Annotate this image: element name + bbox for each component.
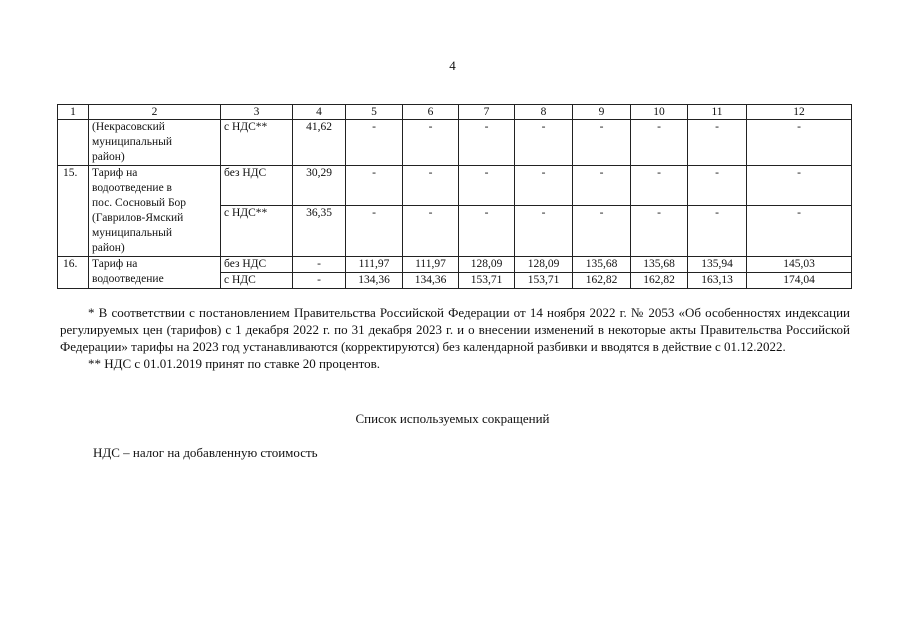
value-cell: 162,82	[631, 273, 688, 289]
column-header: 5	[346, 105, 403, 120]
tariff-table	[57, 104, 852, 289]
value-cell: 135,68	[573, 257, 631, 273]
value-cell: 174,04	[747, 273, 852, 289]
column-header: 3	[221, 105, 293, 120]
value-cell: 128,09	[515, 257, 573, 273]
service-name-cell	[89, 257, 221, 289]
table-row	[58, 166, 852, 206]
service-name-line: район)	[92, 151, 125, 163]
service-name-line: пос. Сосновый Бор	[92, 197, 187, 209]
page-number: 4	[449, 58, 456, 73]
service-name-line: (Гаврилов-Ямский	[92, 212, 184, 224]
value-cell: -	[459, 120, 515, 166]
value-cell: -	[346, 206, 403, 257]
value-cell: -	[688, 120, 747, 166]
abbreviations-title: Список используемых сокращений	[355, 411, 550, 426]
value-cell: -	[346, 120, 403, 166]
value-cell: 153,71	[459, 273, 515, 289]
service-name-line: муниципальный	[92, 136, 173, 148]
row-number-cell: 16.	[58, 257, 89, 289]
value-cell: -	[515, 120, 573, 166]
value-cell: 111,97	[403, 257, 459, 273]
row-number-cell: 15.	[58, 166, 89, 257]
value-cell: -	[403, 120, 459, 166]
service-name-line: водоотведение	[92, 273, 164, 285]
row-number-cell	[58, 120, 89, 166]
table-header-row	[58, 105, 852, 120]
column-header: 2	[89, 105, 221, 120]
vat-cell: с НДС	[221, 273, 293, 289]
vat-cell: с НДС**	[221, 120, 293, 166]
table-row	[58, 257, 852, 273]
footnote-1: * В соответствии с постановлением Правительства Российской Федерации от 14 ноября 2022 г. № 2053 «Об особенностях индексации регулируемых цен (тарифов) с 1 декабря 2022 г. по 31 декабря 2023 г. и о внесении изменений в некоторые акты Правительства Российской Федерации» тарифы на 2023 год устанавливаются (корректируются) без календарной разбивки и вводятся в действие с 01.12.2022.	[60, 305, 850, 354]
column-header: 1	[58, 105, 89, 120]
column-header: 7	[459, 105, 515, 120]
value-cell: 30,29	[293, 166, 346, 206]
vat-cell: без НДС	[221, 257, 293, 273]
service-name-line: Тариф на	[92, 167, 138, 179]
vat-cell: с НДС**	[221, 206, 293, 257]
value-cell: 162,82	[573, 273, 631, 289]
value-cell: -	[293, 257, 346, 273]
value-cell: -	[573, 120, 631, 166]
abbreviation-item: НДС – налог на добавленную стоимость	[93, 445, 318, 460]
footnotes	[60, 304, 850, 372]
column-header: 4	[293, 105, 346, 120]
value-cell: -	[573, 206, 631, 257]
value-cell: -	[403, 206, 459, 257]
value-cell: 111,97	[346, 257, 403, 273]
service-name-line: Тариф на	[92, 258, 138, 270]
column-header: 11	[688, 105, 747, 120]
value-cell: -	[747, 120, 852, 166]
column-header: 9	[573, 105, 631, 120]
value-cell: -	[688, 166, 747, 206]
value-cell: -	[515, 206, 573, 257]
value-cell: 41,62	[293, 120, 346, 166]
value-cell: 153,71	[515, 273, 573, 289]
service-name-line: район)	[92, 242, 125, 254]
value-cell: -	[403, 166, 459, 206]
value-cell: -	[515, 166, 573, 206]
service-name-cell	[89, 120, 221, 166]
value-cell: -	[346, 166, 403, 206]
column-header: 12	[747, 105, 852, 120]
value-cell: -	[631, 166, 688, 206]
service-name-cell	[89, 166, 221, 257]
value-cell: -	[631, 206, 688, 257]
value-cell: -	[688, 206, 747, 257]
value-cell: 135,68	[631, 257, 688, 273]
value-cell: -	[747, 166, 852, 206]
value-cell: 36,35	[293, 206, 346, 257]
value-cell: 134,36	[403, 273, 459, 289]
value-cell: -	[459, 206, 515, 257]
value-cell: -	[747, 206, 852, 257]
column-header: 10	[631, 105, 688, 120]
value-cell: 128,09	[459, 257, 515, 273]
column-header: 8	[515, 105, 573, 120]
value-cell: 145,03	[747, 257, 852, 273]
value-cell: 135,94	[688, 257, 747, 273]
column-header: 6	[403, 105, 459, 120]
service-name-line: водоотведение в	[92, 182, 172, 194]
service-name-line: муниципальный	[92, 227, 173, 239]
value-cell: -	[631, 120, 688, 166]
value-cell: -	[459, 166, 515, 206]
service-name-line: (Некрасовский	[92, 121, 165, 133]
footnote-2: ** НДС с 01.01.2019 принят по ставке 20 процентов.	[88, 356, 381, 371]
value-cell: -	[293, 273, 346, 289]
vat-cell: без НДС	[221, 166, 293, 206]
table-row	[58, 120, 852, 166]
value-cell: 134,36	[346, 273, 403, 289]
value-cell: -	[573, 166, 631, 206]
value-cell: 163,13	[688, 273, 747, 289]
